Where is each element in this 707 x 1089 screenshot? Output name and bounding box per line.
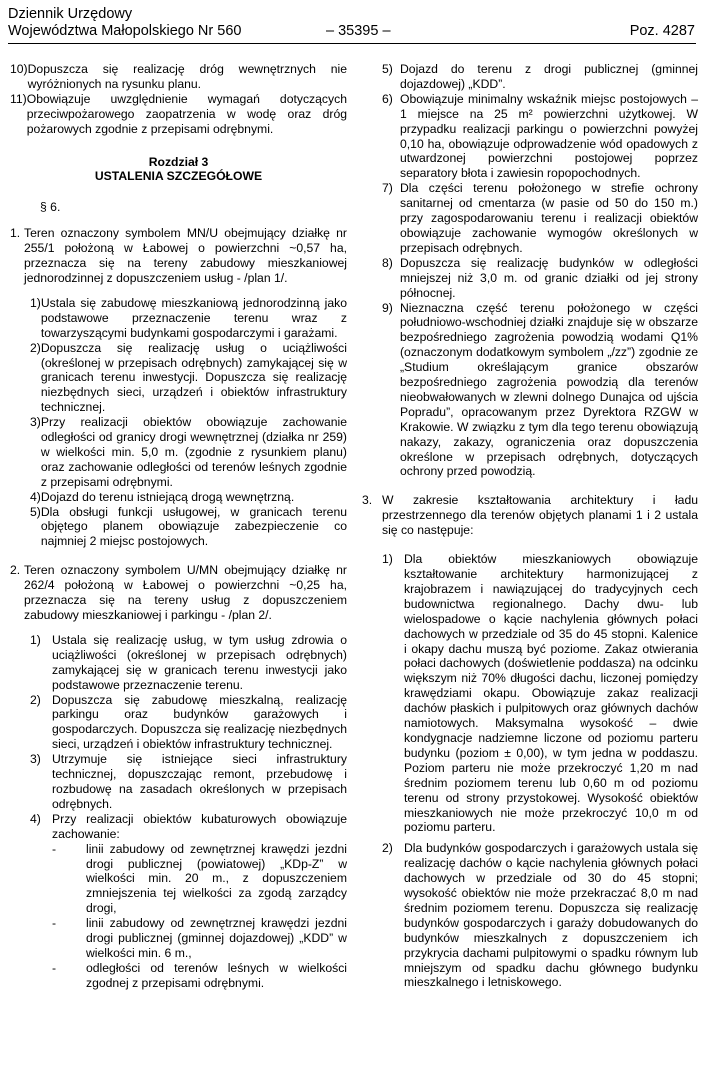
dash-item [40,842,347,917]
journal-subtitle: Województwa Małopolskiego Nr 560 [8,23,242,39]
dash-list [30,842,347,991]
list-item [30,341,347,416]
item-text: Dla budynków gospodarczych i garażowych ustala się realizację dachów o kącie nachylenia głównych połaci dachowych w przedziale od 30 do 45 stopni; wysokość obiektów nie może przekraczać 8,0 m nad średnim poziomem terenu. Dopuszcza się realizację budynków gospodarczych i garaży dobudowanych do budynków mieszkalnych z dopuszczeniem ich przykrycia dachami pulpitowymi o spadku równym lub mniejszym od spadku dachu głównego budynku mieszkalnego i letniskowego. [404,841,698,990]
item-text: Ustala się zabudowę mieszkaniową jednorodzinną jako podstawowe przeznaczenie terenu wraz z towarzyszącymi budynkami gospodarczymi i garażami. [40,295,347,340]
item-label: 8) [382,255,393,270]
list-item [30,415,347,490]
item-label: 2) [30,340,41,355]
item-label: 4) [30,489,41,504]
page-header [8,6,695,40]
chapter-number: Rozdział 3 [148,154,209,169]
item-text: Dopuszcza się zabudowę mieszkalną, realizację parkingu oraz budynków garażowych i gospodarczych. Dopuszcza się realizację niezbędnych sieci, urządzeń i obiektów infrastruktury technicznej. [52,692,347,752]
item-label: 5) [30,504,41,519]
item-label: 6) [382,91,393,106]
item-label: 2) [30,692,41,707]
journal-title: Dziennik Urzędowy [8,6,133,22]
section-label: 2. [10,563,21,578]
section [10,563,347,623]
paragraph-mark: § 6. [40,200,61,215]
section [362,493,698,538]
section-text: Teren oznaczony symbolem MN/U obejmujący działkę nr 255/1 położoną w Łabowej o powierzchni ~0,57 ha, przeznacza się na tereny zabudowy mieszkaniowej jednorodzinnej z dopuszczeniem usług - /plan 1/. [24,226,347,285]
left-column [10,62,347,991]
list-item [382,92,698,181]
item-label: 9) [382,300,393,315]
item-label: 4) [30,811,41,826]
item-text: Obowiązuje uwzględnienie wymagań dotyczących przeciwpożarowego zaopatrzenia w wodę oraz dróg pożarowych zgodnie z przepisami odrębnymi. [26,91,347,136]
item-text: Dojazd do terenu z drogi publicznej (gminnej dojazdowej) „KDD”. [400,62,698,91]
list-item [30,505,347,550]
dash-marker: - [52,960,57,975]
dash-item [40,916,347,961]
section-text: Teren oznaczony symbolem U/MN obejmujący działkę nr 262/4 położoną w Łabowej o powierzchni ~0,25 ha, przeznacza się na tereny usług z dopuszczeniem zabudowy mieszkaniowej i parkingu - /plan 2/. [24,563,347,622]
item-text: Dla części terenu położonego w strefie ochrony sanitarnej od cmentarza (w pasie od 50 do 150 m.) przy zagospodarowaniu terenu i realizacji obiektów obowiązuje zachowanie wymogów określonych w przepisach odrębnych. [400,181,698,255]
position-number: Poz. 4287 [629,23,695,39]
item-label: 2) [382,841,393,856]
header-divider [8,43,696,44]
item-text: Przy realizacji obiektów obowiązuje zachowanie odległości od granicy drogi wewnętrznej (działka nr 259) w wielkości min. 5,0 m. (zgodnie z rysunkiem planu) oraz zachowanie odległości od terenów leśnych zgodnie z przepisami odrębnymi. [40,415,347,489]
item-label: 3) [30,752,41,767]
list-item [30,693,347,753]
item-text: Dla obiektów mieszkaniowych obowiązuje kształtowanie architektury harmonizującej z krajobrazem i nawiązującej do tradycyjnych cech budownictwa regionalnego. Dachy dwu- lub wielospadowe o kącie nachylenia głównych połaci dachowych w przedziale od 35 do 45 stopni. Kalenice i okapy dachu muszą być poziome. Zakaz otwierania połaci dachowych (doświetlenie poddasza) na odcinku większym niż 70% długości dachu, liczonej pomiędzy krawędziami okapu. Obowiązuje zakaz realizacji dachów płaskich i pulpitowych oraz głównych dachów namiotowych. Maksymalna wysokość – dwie kondygnacje nadziemne liczone od poziomu parteru budynku (poziom ± 0,00), w tym jedna w poddaszu. Poziom parteru nie może przekroczyć 1,20 m nad średnim poziomem terenu lub 0,60 m od poziomu terenu od strony przystokowej. Wysokość obiektów mieszkaniowych nie może przekroczyć 10,0 m od poziomu parteru. [404,552,698,835]
section-label: 1. [10,226,21,241]
list-item [30,812,347,842]
item-text: Przy realizacji obiektów kubaturowych obowiązuje zachowanie: [52,811,347,841]
item-label: 1) [382,552,393,567]
page-number: – 35395 – [326,23,391,39]
item-text: Dla obsługi funkcji usługowej, w granicach terenu objętego planem obowiązuje zabezpieczenie co najmniej 2 miejsc postojowych. [40,504,347,549]
list-item [382,181,698,256]
dash-marker: - [52,841,57,856]
item-label: 1) [30,295,41,310]
section-items [10,296,347,549]
item-label: 7) [382,181,393,196]
right-column [362,62,698,990]
list-item [382,256,698,301]
list-item [30,752,347,812]
item-text: Dojazd do terenu istniejącą drogą wewnętrzną. [40,489,295,504]
section-items [362,552,698,990]
section-items [10,633,347,991]
section [10,226,347,286]
item-label: 3) [30,415,41,430]
item-text: Utrzymuje się istniejące sieci infrastruktury technicznej, dopuszczając remont, przebudowę i rozbudowę na zasadach określonych w przepisach odrębnych. [52,752,347,811]
list-item [30,633,347,693]
dash-text: linii zabudowy od zewnętrznej krawędzi jezdni drogi publicznej (gminnej dojazdowej) „KDD” w wielkości min. 6 m., [86,916,347,960]
item-text: Dopuszcza się realizację budynków w odległości mniejszej niż 3,0 m. od granic działki od jej strony północnej. [400,255,698,300]
list-item [30,296,347,341]
dash-text: linii zabudowy od zewnętrznej krawędzi jezdni drogi publicznej (powiatowej) „KDp-Z” w wielkości min. 20 m., z dopuszczeniem zmniejszenia tej wielkości za zgodą zarządcy drogi, [86,841,347,916]
dash-item [40,961,347,991]
section-label: 3. [362,493,373,508]
item-label: 1) [30,632,41,647]
dash-marker: - [52,916,57,931]
list-item [10,62,347,92]
header-row [8,23,695,40]
item-label: 11) [10,91,27,106]
list-item [382,62,698,92]
list-item [382,841,698,990]
list-item [10,92,347,137]
list-item [382,552,698,835]
list-item [382,301,698,480]
item-text: Obowiązuje minimalny wskaźnik miejsc postojowych – 1 miejsce na 25 m² powierzchni użytkowej. W przypadku realizacji parkingu o powierzchni powyżej 0,10 ha, obowiązuje odprowadzenie wód opadowych z utwardzonej powierzchni postojowej poprzez separatory błota i zawiesin ropopochodnych. [400,91,698,181]
section-text: W zakresie kształtowania architektury i ładu przestrzennego dla terenów objętych planami 1 i 2 ustala się co następuje: [382,493,698,538]
item-text: Dopuszcza się realizację usług o uciążliwości (określonej w przepisach odrębnych) zamykającej się w granicach terenu inwestycji. Dopuszcza się realizację niezbędnych sieci, urządzeń i obiektów infrastruktury technicznej. [40,340,347,415]
item-label: 10) [10,62,28,76]
item-text: Ustala się realizację usług, w tym usług zdrowia o uciążliwości (określonej w przepisach odrębnych) zamykającej się w granicach terenu inwestycji jako podstawowe przeznaczenie terenu. [52,632,347,692]
list-item [30,490,347,505]
chapter-title: USTALENIA SZCZEGÓŁOWE [94,169,263,184]
item-text: Dopuszcza się realizację dróg wewnętrznych nie wyróżnionych na rysunku planu. [27,62,347,91]
item-label: 5) [382,62,393,76]
dash-text: odległości od terenów leśnych w wielkości zgodnej z przepisami odrębnymi. [86,960,347,990]
item-text: Nieznaczna część terenu położonego w części południowo-wschodniej działki znajduje się w obszarze bezpośredniego zagrożenia powodzią wodami Q1% (oznaczonym dodatkowym symbolem „/zz”) zgodnie ze „Studium określającym granice obszarów bezpośredniego zagrożenia powodzią dla terenów nieobwałowanych w zlewni dolnego Dunajca od ujścia Popradu”, opracowanym przez Dyrektora RZGW w Krakowie. W związku z tym dla tego terenu obowiązują nakazy, zakazy, ograniczenia oraz dopuszczenia określone w przepisach odrębnych, dotyczących ochrony przed powodzią. [400,300,698,479]
section-items [362,62,698,479]
